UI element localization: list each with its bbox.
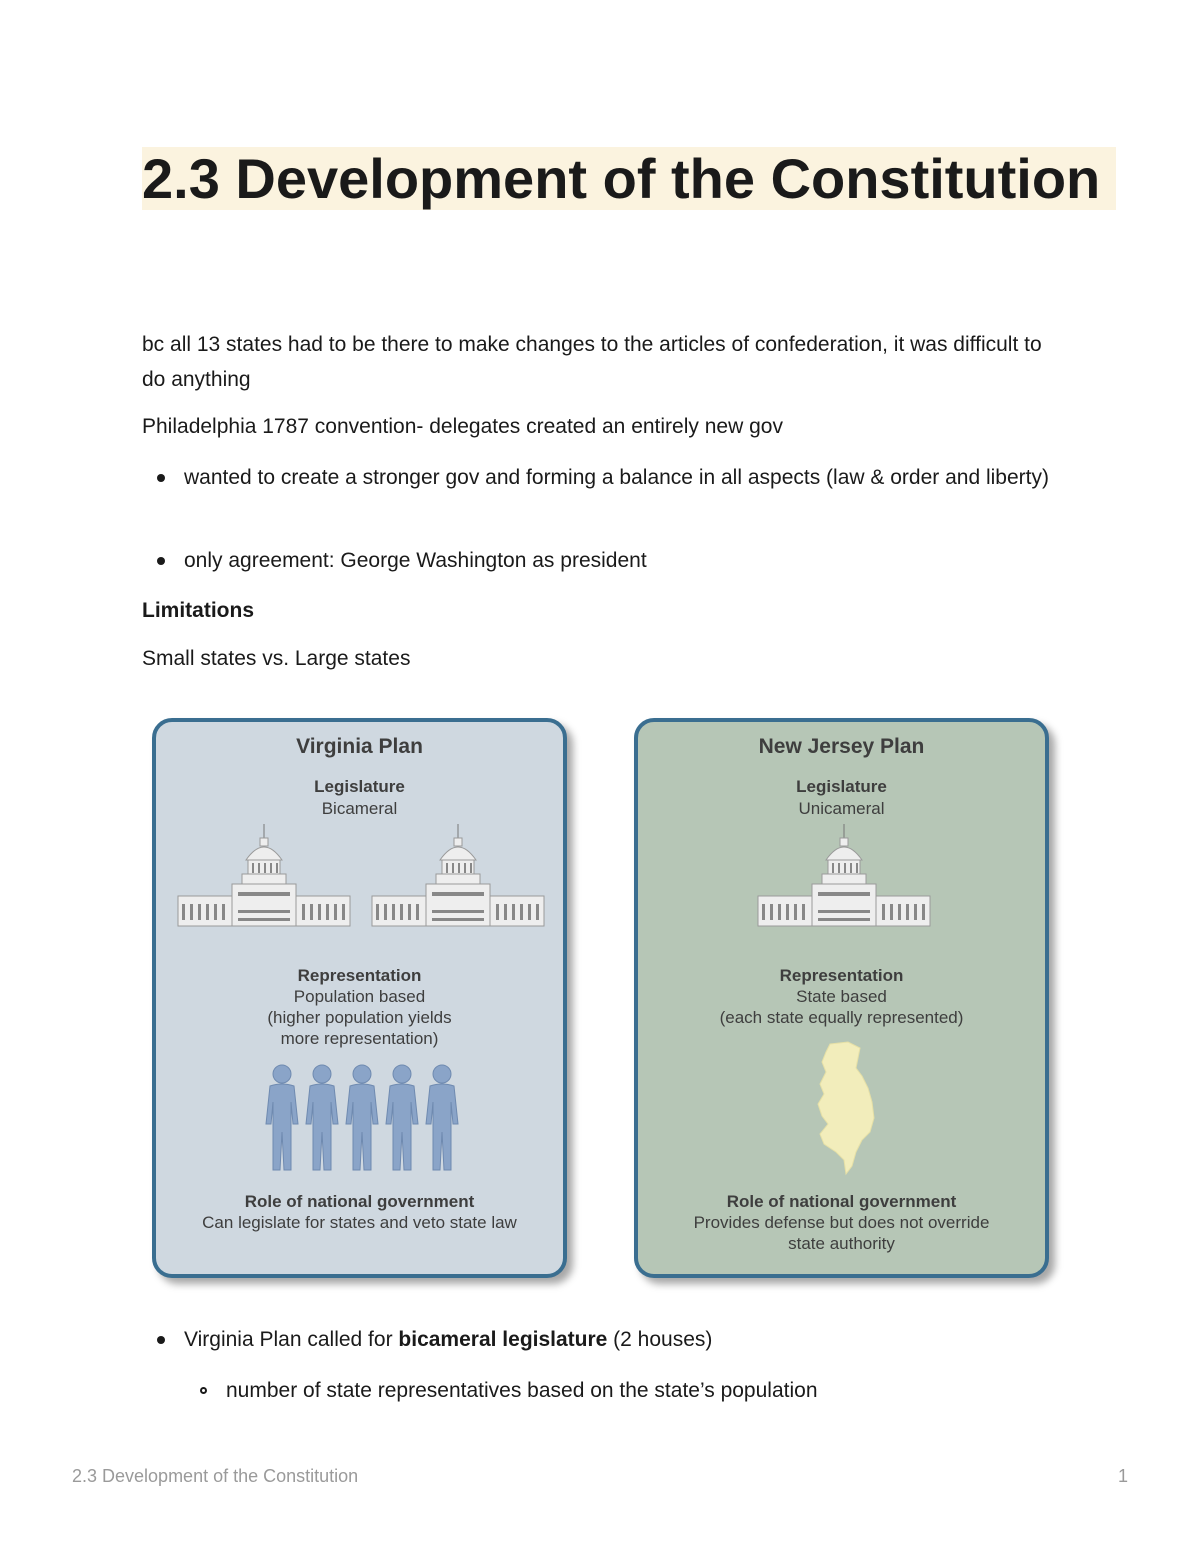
bullet-bold-text: bicameral legislature bbox=[398, 1328, 608, 1351]
bullet-text: Virginia Plan called for bbox=[184, 1328, 399, 1351]
legislature-value: Unicameral bbox=[798, 799, 885, 818]
capitol-building-icon bbox=[176, 820, 356, 930]
bullet-icon bbox=[157, 474, 165, 482]
virginia-plan-bullet bbox=[184, 1322, 1054, 1357]
role-line-1: Provides defense but does not override bbox=[693, 1213, 990, 1232]
representation-line-2: (higher population yields bbox=[267, 1008, 452, 1027]
bullet-icon bbox=[157, 557, 165, 565]
legislature-label: Legislature bbox=[314, 777, 405, 796]
legislature-label: Legislature bbox=[796, 777, 887, 796]
role-label: Role of national government bbox=[244, 1192, 475, 1211]
representation-label: Representation bbox=[297, 966, 422, 985]
footer-title: 2.3 Development of the Constitution bbox=[72, 1466, 359, 1486]
new-jersey-plan-card bbox=[634, 718, 1049, 1278]
representation-line-1: State based bbox=[796, 987, 887, 1006]
convention-paragraph: Philadelphia 1787 convention- delegates created an entirely new gov bbox=[142, 415, 783, 438]
legislature-value: Bicameral bbox=[321, 799, 398, 818]
page-number: 1 bbox=[1117, 1466, 1128, 1486]
bullet-item: only agreement: George Washington as president bbox=[184, 549, 647, 572]
representation-line-2: (each state equally represented) bbox=[719, 1008, 964, 1027]
small-vs-large-text: Small states vs. Large states bbox=[142, 647, 411, 670]
intro-paragraph: bc all 13 states had to be there to make changes to the articles of confederation, it was difficult to do anything bbox=[142, 333, 1042, 391]
population-people-icon bbox=[264, 1062, 464, 1174]
hollow-bullet-icon bbox=[200, 1387, 207, 1394]
sub-bullet-item: number of state representatives based on the state’s population bbox=[226, 1379, 818, 1402]
page-title: 2.3 Development of the Constitution bbox=[142, 142, 1116, 216]
bullet-text: (2 houses) bbox=[607, 1328, 713, 1351]
role-value: Can legislate for states and veto state law bbox=[202, 1213, 517, 1232]
role-label: Role of national government bbox=[726, 1192, 957, 1211]
new-jersey-state-icon bbox=[816, 1040, 878, 1178]
representation-line-1: Population based bbox=[293, 987, 426, 1006]
representation-line-3: more representation) bbox=[280, 1029, 439, 1048]
capitol-building-icon bbox=[756, 820, 936, 930]
capitol-building-icon bbox=[370, 820, 550, 930]
virginia-plan-title: Virginia Plan bbox=[296, 735, 423, 758]
limitations-heading: Limitations bbox=[142, 599, 255, 622]
bullet-icon bbox=[157, 1336, 165, 1344]
representation-label: Representation bbox=[779, 966, 904, 985]
new-jersey-plan-title: New Jersey Plan bbox=[758, 735, 925, 758]
role-line-2: state authority bbox=[788, 1234, 895, 1253]
virginia-plan-card bbox=[152, 718, 567, 1278]
bullet-item: wanted to create a stronger gov and forming a balance in all aspects (law & order and liberty) bbox=[184, 466, 1049, 489]
